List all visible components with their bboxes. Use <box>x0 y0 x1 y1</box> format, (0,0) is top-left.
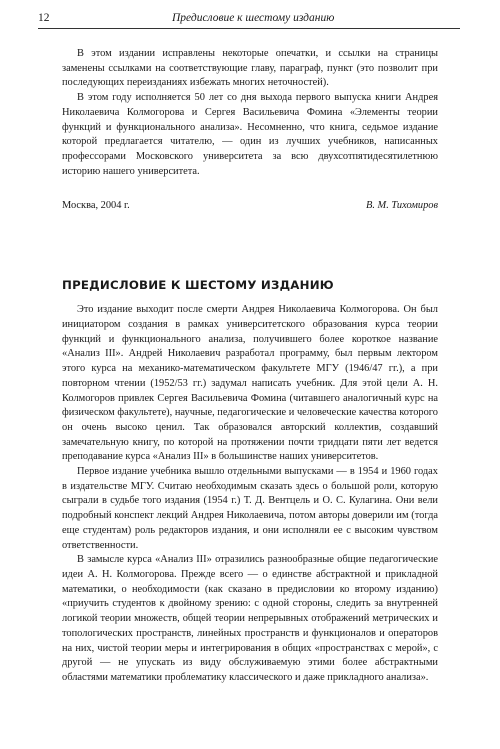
paragraph: В этом году исполняется 50 лет со дня выхода первого выпуска книги Андрея Николаевича Колмогорова и Сергея Васильевича Фомина «Элементы теории функций и функционального анализа». Несомненно, что книга, седьмое издание которой предлагается читателю, — один из лучших учебников, написанных профессорами Московского университета за всю двухсотпятидесятилетнюю историю нашего университета. <box>62 92 438 177</box>
place-date: Москва, 2004 г. <box>62 200 130 212</box>
paragraph: Первое издание учебника вышло отдельными выпусками — в 1954 и 1960 годах в издательстве МГУ. Считаю необходимым сказать здесь о большой роли, которую сыграли в судьбе того издания (1954 г.) Т. Д. Вентцель и О. С. Кулагина. Они вели подробный конспект лекций Андрея Николаевича, потом авторы доверили им (тогда еще студентам) роль редакторов издания, и они исполняли ее с высоким чувством ответственности. <box>62 466 438 551</box>
page-number: 12 <box>38 12 50 24</box>
paragraph: В замысле курса «Анализ III» отразились разнообразные общие педагогические идеи А. Н. Колмогорова. Прежде всего — о единстве абстрактной и прикладной математики, о необходимости (как сказано в предисловии ко второму изданию) «приучить студентов к двойному зрению: с одной стороны, следить за внутренней логикой теории множеств, общей теории непрерывных отображений метрических и топологических пространств, линейных пространств и функционалов и операторов на них, чистой теории меры и интегрирования в общих «пространствах с мерой», с другой — не упускать из виду обслуживаемую этими более абстрактными областями математики проблематику классического и даже прикладного анализа». <box>62 554 438 683</box>
author-signature: В. М. Тихомиров <box>366 200 438 212</box>
section-title: ПРЕДИСЛОВИЕ К ШЕСТОМУ ИЗДАНИЮ <box>62 278 334 293</box>
running-head <box>38 8 460 28</box>
running-title: Предисловие к шестому изданию <box>172 12 335 24</box>
paragraph: Это издание выходит после смерти Андрея Николаевича Колмогорова. Он был инициатором создания в рамках университетского образования курса теории функций и функционального анализа, получившего более короткое название «Анализ III». Андрей Николаевич разработал программу, был первым лектором этого курса на механико-математическом факультете МГУ (1946/47 гг.), а при повторном чтении (1952/53 гг.) задумал написать учебник. Для этой цели А. Н. Колмогоров привлек Сергея Васильевича Фомина (читавшего аналогичный курс на физическом факультете), научные, педагогические и человеческие качества которого он очень высоко ценил. Так образовался авторский коллектив, создавший замечательную книгу, по которой на протяжении почти тридцати пяти лет ведется преподавание курса «Анализ III» в большинстве наших университетов. <box>62 304 438 463</box>
page-body <box>62 47 438 686</box>
signature-line <box>62 198 438 213</box>
header-rule <box>38 28 460 29</box>
paragraph: В этом издании исправлены некоторые опечатки, и ссылки на страницы заменены ссылками на соответствующие главу, параграф, пункт (это позволит при последующих переизданиях избежать многих неточностей). <box>62 48 438 89</box>
